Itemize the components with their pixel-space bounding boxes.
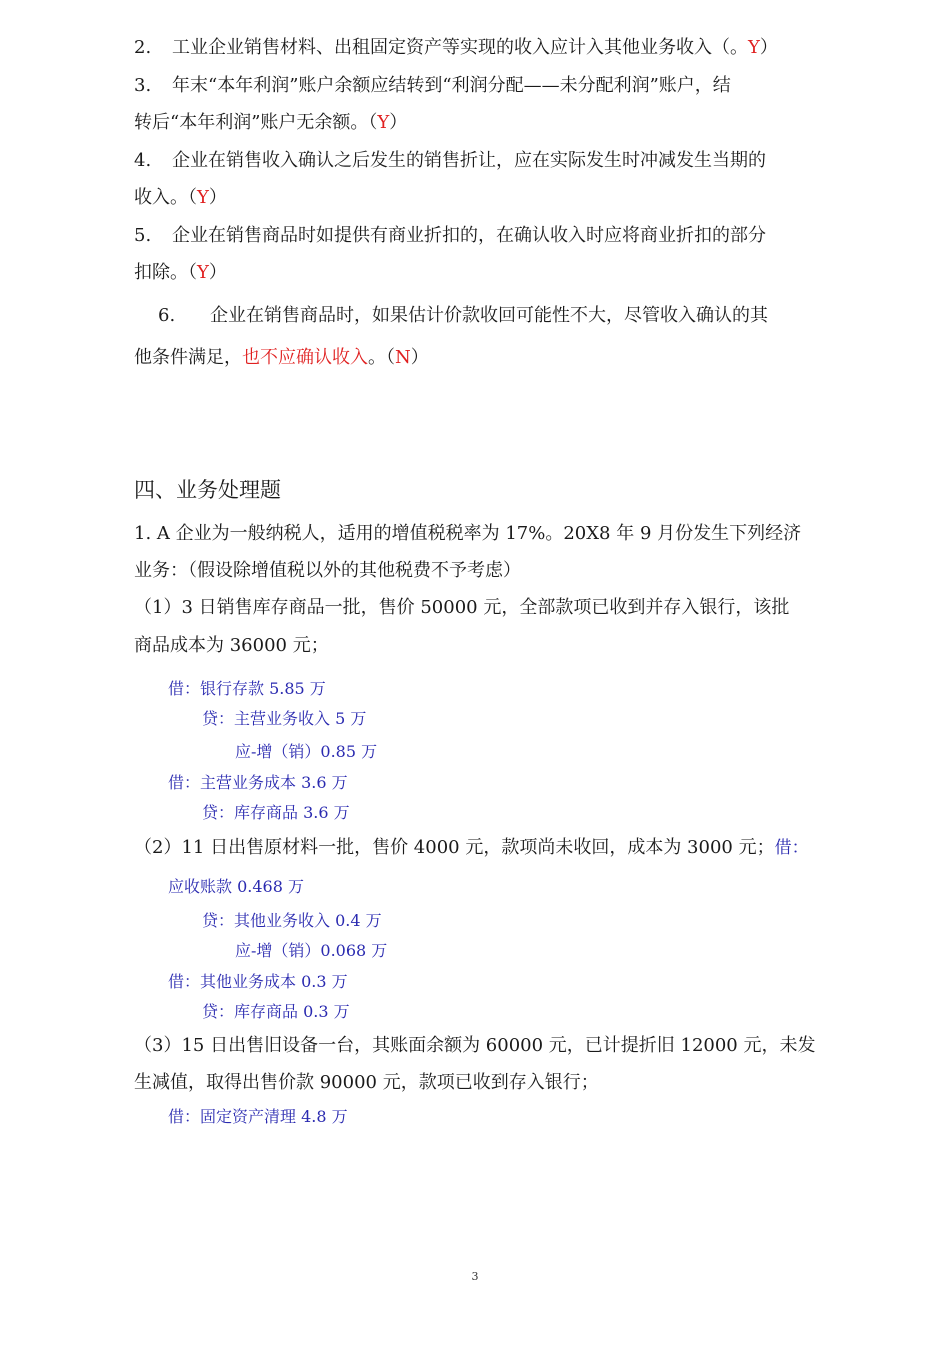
- question-1-line2: 业务：（假设除增值税以外的其他税费不予考虑）: [134, 560, 521, 581]
- item-number: 4.: [134, 150, 152, 171]
- journal-entry: 借：固定资产清理 4.8 万: [168, 1107, 348, 1126]
- highlighted-text: 也不应确认收入: [242, 347, 368, 368]
- item-number: 6.: [158, 305, 176, 326]
- journal-entry: 应-增（销）0.85 万: [235, 742, 378, 761]
- judgment-6-line1: 6. 企业在销售商品时，如果估计价款收回可能性不大，尽管收入确认的其: [158, 305, 768, 326]
- answer-mark: N: [395, 347, 411, 368]
- answer-mark: Y: [377, 112, 390, 133]
- journal-entry: 借：其他业务成本 0.3 万: [168, 972, 348, 991]
- answer-mark: Y: [197, 262, 209, 283]
- journal-entry: 贷：库存商品 0.3 万: [202, 1002, 350, 1021]
- item-number: 5.: [134, 225, 152, 246]
- judgment-5-line1: 5. 企业在销售商品时如提供有商业折扣的，在确认收入时应将商业折扣的部分: [134, 225, 766, 246]
- journal-entry: 贷：主营业务收入 5 万: [202, 709, 367, 728]
- item-1-line1: （1）3 日销售库存商品一批，售价 50000 元，全部款项已收到并存入银行，该批: [134, 597, 790, 618]
- item-3-line2: 生减值，取得出售价款 90000 元，款项已收到存入银行；: [134, 1072, 599, 1093]
- journal-entry: 借：银行存款 5.85 万: [168, 679, 326, 698]
- judgment-4-line2: 收入。（Y）: [134, 187, 227, 208]
- page-number: 3: [471, 1270, 479, 1283]
- judgment-2: 2. 工业企业销售材料、出租固定资产等实现的收入应计入其他业务收入（。Y）: [134, 37, 778, 58]
- section-heading: 四、业务处理题: [134, 478, 281, 502]
- journal-entry: 借：: [774, 838, 809, 858]
- journal-entry: 贷：其他业务收入 0.4 万: [202, 911, 382, 930]
- answer-mark: Y: [197, 187, 209, 208]
- item-number: 3.: [134, 75, 152, 96]
- journal-entry: 应-增（销）0.068 万: [235, 941, 388, 960]
- judgment-3-line1: 3. 年末“本年利润”账户余额应结转到“利润分配——未分配利润”账户，结: [134, 75, 731, 96]
- item-1-line2: 商品成本为 36000 元；: [134, 635, 329, 656]
- judgment-5-line2: 扣除。（Y）: [134, 262, 227, 283]
- item-number: 2.: [134, 37, 152, 58]
- journal-entry: 借：主营业务成本 3.6 万: [168, 773, 348, 792]
- journal-entry: 应收账款 0.468 万: [168, 877, 304, 896]
- judgment-6-line2: 他条件满足，也不应确认收入。（N）: [134, 347, 429, 368]
- judgment-4-line1: 4. 企业在销售收入确认之后发生的销售折让，应在实际发生时冲减发生当期的: [134, 150, 766, 171]
- journal-entry: 贷：库存商品 3.6 万: [202, 803, 350, 822]
- answer-mark: Y: [748, 37, 760, 58]
- item-2-line1: （2）11 日出售原材料一批，售价 4000 元，款项尚未收回，成本为 3000 元；借：: [134, 837, 809, 858]
- item-3-line1: （3）15 日出售旧设备一台，其账面余额为 60000 元，已计提折旧 12000 元，未发: [134, 1035, 816, 1056]
- question-1-line1: 1. A 企业为一般纳税人，适用的增值税税率为 17%。20X8 年 9 月份发生下列经济: [134, 523, 802, 544]
- judgment-3-line2: 转后“本年利润”账户无余额。（Y）: [134, 112, 408, 133]
